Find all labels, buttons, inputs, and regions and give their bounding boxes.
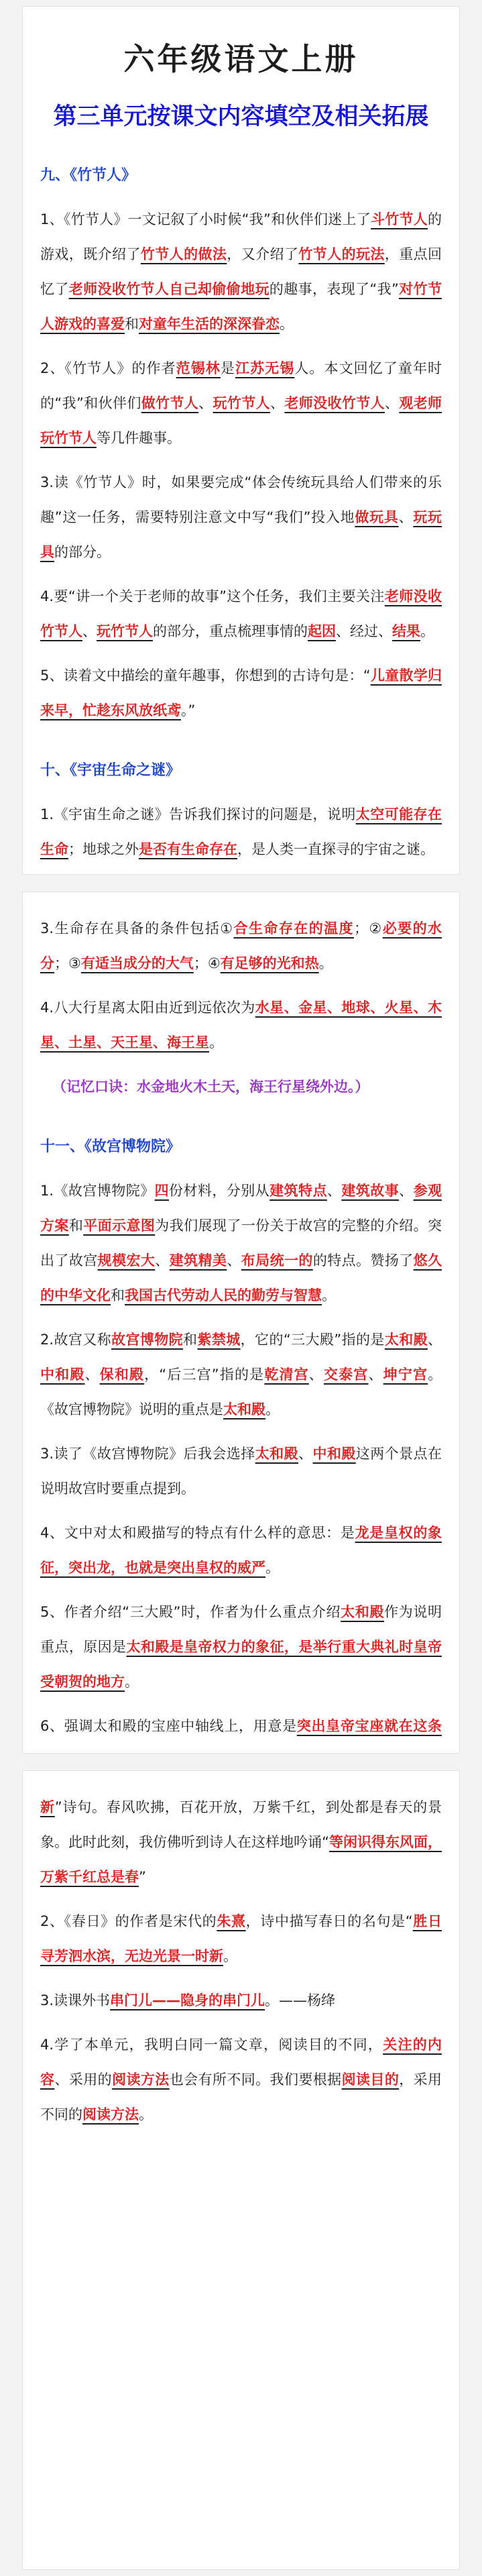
answer-text: 玩竹节人	[97, 623, 153, 639]
question-text: 和	[183, 1332, 198, 1348]
question-text: ；②	[354, 920, 383, 936]
answer-text: 江苏无锡	[235, 360, 295, 376]
card2-content	[40, 1135, 442, 1753]
question-text: 、	[399, 1183, 414, 1199]
question-text: ，诗中描写春日的名句是“	[245, 1913, 413, 1929]
fill-in-item	[40, 1790, 442, 1894]
fill-in-item	[40, 797, 442, 867]
question-text: 作为说明重点，原因是	[40, 1604, 442, 1655]
answer-text: 参观方案	[40, 1183, 442, 1234]
question-text: 的部分。	[54, 543, 111, 560]
answer-text: 中和殿	[40, 1366, 85, 1383]
question-text: ；③	[54, 955, 81, 971]
question-text: 和	[125, 315, 139, 332]
question-text: 4、文中对太和殿描写的特点有什么样的意思：是	[40, 1525, 355, 1541]
question-text: 3.生命存在具备的条件包括①	[40, 920, 234, 936]
question-text: 也会有所不同。我们要根据	[169, 2072, 342, 2088]
answer-text: 有足够的光和热	[220, 955, 319, 971]
question-text: 5、作者介绍“三大殿”时，作者为什么重点介绍	[40, 1604, 341, 1620]
answer-text: 故宫博物院	[111, 1332, 184, 1348]
question-text: 1.《故宫博物院》	[40, 1183, 155, 1199]
question-text: 。	[223, 1948, 237, 1964]
answer-text: 建筑特点	[269, 1183, 327, 1199]
answer-text: 范锡林	[176, 360, 221, 376]
question-text: 6、强调太和殿的宝座中轴线上，用意是	[40, 1718, 297, 1734]
question-text: 。”	[181, 702, 196, 718]
answer-text: 竹节人的玩法	[298, 246, 385, 262]
question-text: 、	[398, 508, 414, 525]
fill-in-item	[40, 911, 442, 981]
question-text: 这两个景点在说明故宫时要重点提到。	[40, 1446, 442, 1497]
question-text: 4.要“讲一个关于老师的故事”这个任务，我们主要关注	[40, 588, 385, 604]
question-text: 的特点。赞扬了	[312, 1252, 414, 1269]
question-text: 。	[280, 315, 294, 332]
question-text: 。	[265, 1401, 280, 1417]
answer-text: 必要的水分	[40, 920, 442, 971]
answer-text: 保和殿	[99, 1366, 145, 1383]
question-text: 2、《春日》的作者是宋代的	[40, 1913, 217, 1929]
fill-in-item	[40, 990, 442, 1060]
fill-in-item	[40, 579, 442, 649]
answer-text: 对童年生活的深深眷恋	[139, 315, 280, 332]
question-text: 、	[227, 1252, 241, 1269]
question-text: 3.读《竹节人》时，如果要完成“体会传统玩具给人们带来的乐趣”这一任务，需要特别注意文中写“我们”投入地	[40, 474, 442, 525]
answer-text: 阅读目的	[341, 2072, 400, 2088]
fill-in-item	[40, 1595, 442, 1699]
question-text: 等几件趣事。	[97, 429, 181, 446]
fill-in-item	[40, 1322, 442, 1427]
question-text: 、	[198, 394, 213, 411]
fill-in-item	[40, 202, 442, 341]
question-text: 。	[265, 1560, 280, 1576]
question-text: ；地球之外	[68, 841, 139, 857]
answer-text: 老师没收竹节人	[284, 394, 385, 411]
question-text: 2、《竹节人》的作者	[40, 360, 176, 376]
card3-content	[40, 1790, 442, 2132]
question-text: 、	[82, 623, 97, 639]
answer-text: 做竹节人	[141, 394, 199, 411]
worksheet-card-2	[23, 892, 459, 1753]
answer-text: 新	[40, 1799, 55, 1815]
fill-in-item	[40, 2027, 442, 2132]
section-heading: 九、《竹节人》	[40, 166, 137, 184]
card2-intro	[40, 911, 442, 1060]
answer-text: 中和殿	[312, 1446, 356, 1462]
question-text: 、经过、	[336, 623, 392, 639]
question-text: ，是人类一直探寻的宇宙之谜。	[237, 841, 434, 857]
answer-text: 我国古代劳动人民的勤劳与智慧	[125, 1287, 322, 1303]
question-text: 。	[318, 955, 333, 971]
answer-text: 水星、金星、地球、火星、木星、土星、天王星、海王星	[40, 1000, 442, 1051]
question-text: 的游戏，既介绍了	[40, 211, 442, 262]
answer-text: 是否有生命存在	[139, 841, 237, 857]
answer-text: 结果	[392, 623, 420, 639]
answer-text: 老师没收竹节人	[40, 588, 442, 639]
question-text: 份材料，分别从	[169, 1183, 270, 1199]
question-text: 人。本文回忆了童年时的“我”和伙伴们	[40, 360, 442, 411]
section-heading: 十一、《故宫博物院》	[40, 1138, 181, 1155]
question-text: ，又介绍了	[227, 246, 299, 262]
answer-text: 阅读方法	[112, 2072, 170, 2088]
question-text: ，它的“三大殿”指的是	[240, 1332, 385, 1348]
question-text: 、	[84, 1366, 100, 1383]
answer-text: 阅读方法	[82, 2106, 139, 2123]
question-text: 和	[111, 1287, 125, 1303]
question-text: 、采用的	[54, 2072, 113, 2088]
answer-text: 平面示意图	[83, 1218, 156, 1234]
question-text: 、	[155, 1252, 170, 1269]
question-text: 是	[220, 360, 235, 376]
question-text: ；④	[193, 955, 221, 971]
card1-content	[40, 164, 442, 875]
answer-text: 坤宁宫	[383, 1366, 428, 1383]
fill-in-item	[40, 1709, 442, 1753]
question-text: 、	[428, 1332, 442, 1348]
memory-tip: （记忆口诀：水金地火木土天，海王行星绕外边。）	[52, 1079, 369, 1095]
question-text: 5、读着文中描绘的童年趣事，你想到的古诗句是：“	[40, 667, 371, 684]
question-text: 、	[326, 1183, 342, 1199]
answer-text: 观老师玩竹节人	[40, 394, 442, 446]
worksheet-card-3	[23, 1771, 459, 2569]
question-text: ，采用不同的	[40, 2072, 442, 2123]
answer-text: 关注的内容	[40, 2037, 442, 2088]
answer-text: 四	[154, 1183, 170, 1199]
answer-text: 做玩具	[355, 508, 399, 525]
question-text: ，重点回忆了	[40, 246, 442, 297]
question-text: 。	[322, 1287, 336, 1303]
fill-in-item	[40, 1436, 442, 1506]
answer-text: 太和殿	[255, 1446, 299, 1462]
question-text: 3.读了《故宫博物院》后我会选择	[40, 1446, 255, 1462]
fill-in-item	[40, 351, 442, 455]
fill-in-item	[40, 1904, 442, 1974]
worksheet-card-1	[23, 7, 459, 874]
answer-text: 太空可能存在生命	[40, 806, 442, 857]
fill-in-item	[40, 1515, 442, 1585]
answer-text: 太和殿	[223, 1401, 265, 1417]
question-text: 、	[384, 394, 400, 411]
answer-text: 建筑故事	[341, 1183, 400, 1199]
answer-text: 玩竹节人	[213, 394, 270, 411]
answer-text: 老师没收竹节人自己却偷偷地玩	[68, 280, 269, 297]
section-heading: 十、《宇宙生命之谜》	[40, 761, 181, 779]
answer-text: 太和殿	[384, 1332, 428, 1348]
fill-in-item	[40, 1173, 442, 1313]
question-text: 2.故宫又称	[40, 1332, 112, 1348]
question-text: 、	[270, 394, 285, 411]
question-text: 为我们展现了一份关于故宫的完整的介绍。突出了故宫	[40, 1218, 442, 1269]
question-text: 。——杨绛	[265, 1992, 336, 2008]
answer-text: 太和殿是皇帝权力的象征，是举行重大典礼时皇帝受朝贺的地方	[40, 1639, 442, 1690]
question-text: 4.学了本单元，我明白同一篇文章，阅读目的不同，	[40, 2037, 383, 2053]
question-text: 。	[420, 623, 434, 639]
question-text: 的部分，重点梳理事情的	[153, 623, 308, 639]
question-text: 的趣事，表现了“我”	[269, 280, 399, 297]
answer-text: 建筑精美	[169, 1252, 227, 1269]
question-text: ”	[139, 1869, 146, 1885]
answer-text: 等闲识得东风面，万紫千红总是春	[40, 1834, 442, 1885]
page-title: 六年级语文上册	[123, 41, 359, 77]
answer-text: 合生命存在的温度	[233, 920, 354, 936]
answer-text: 布局统一的	[241, 1252, 313, 1269]
answer-text: 起因	[308, 623, 336, 639]
answer-text: 竹节人的做法	[140, 246, 227, 262]
fill-in-item	[40, 1983, 442, 2018]
fill-in-item	[40, 465, 442, 570]
fill-in-item	[40, 658, 442, 728]
answer-text: 突出皇帝宝座就在这条	[296, 1718, 442, 1734]
question-text: 4.八大行星离太阳由近到远依次为	[40, 1000, 255, 1016]
question-text: 、	[308, 1366, 324, 1383]
answer-text: 朱熹	[217, 1913, 246, 1929]
question-text: 1、《竹节人》一文记叙了小时候“我”和伙伴们迷上了	[40, 211, 371, 227]
answer-text: 胜日寻芳泗水滨，无边光景一时新	[40, 1913, 442, 1964]
answer-text: 规模宏大	[97, 1252, 156, 1269]
answer-text: 交泰宫	[323, 1366, 369, 1383]
answer-text: 斗竹节人	[370, 211, 428, 227]
answer-text: 对竹节人游戏的喜爱	[40, 280, 442, 332]
answer-text: 串门儿——隐身的串门儿	[110, 1992, 265, 2008]
answer-text: 龙是皇权的象征，突出龙，也就是突出皇权的威严	[40, 1525, 442, 1576]
question-text: 、	[298, 1446, 313, 1462]
answer-text: 紫禁城	[197, 1332, 241, 1348]
question-text: ，“后三宫”指的是	[144, 1366, 265, 1383]
answer-text: 玩玩具	[40, 508, 442, 560]
question-text: 。	[125, 1674, 139, 1690]
answer-text: 儿童散学归来早，忙趁东风放纸鸢	[40, 667, 442, 718]
answer-text: 悠久的中华文化	[40, 1252, 442, 1303]
question-text: 。	[209, 1034, 223, 1051]
question-text: 和	[68, 1218, 84, 1234]
question-text: ”诗句。春风吹拂，百花开放，万紫千红，到处都是春天的景象。此时此刻，我仿佛听到诗人在这样地吟诵“	[40, 1799, 442, 1850]
answer-text: 太和殿	[341, 1604, 385, 1620]
question-text: 、	[368, 1366, 383, 1383]
question-text: 1.《宇宙生命之谜》告诉我们探讨的问题是，说明	[40, 806, 356, 822]
answer-text: 乾清宫	[264, 1366, 309, 1383]
question-text: 。《故宫博物院》说明的重点是	[40, 1366, 442, 1417]
question-text: 3.读课外书	[40, 1992, 111, 2008]
page-subtitle: 第三单元按课文内容填空及相关拓展	[53, 103, 429, 130]
answer-text: 有适当成分的大气	[80, 955, 194, 971]
question-text: 。	[139, 2106, 153, 2123]
